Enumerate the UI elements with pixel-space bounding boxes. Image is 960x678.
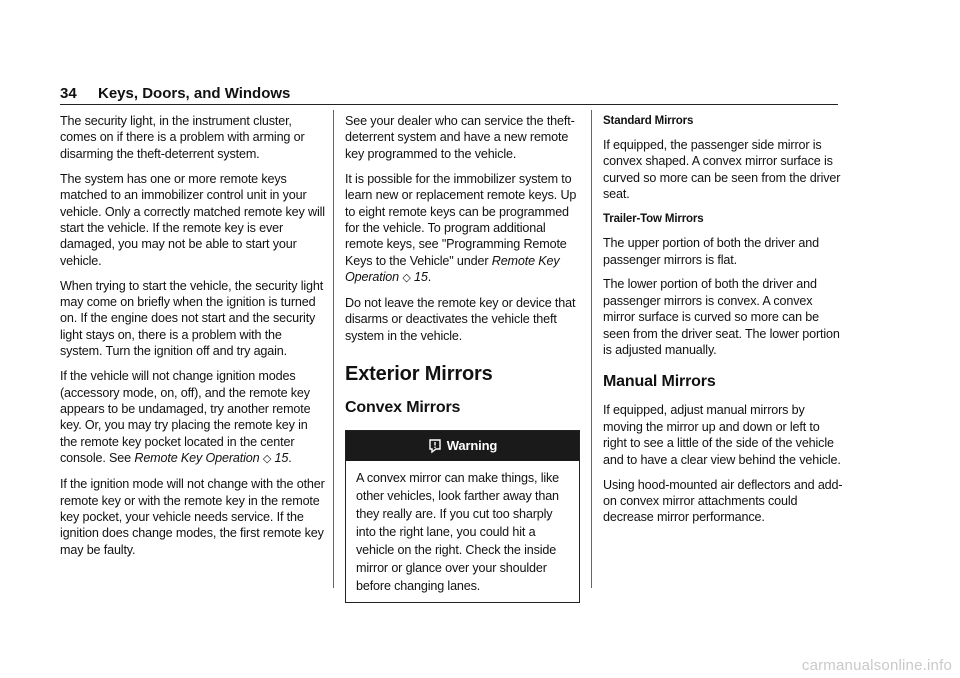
column-1 — [60, 113, 325, 567]
heading-manual-mirrors: Manual Mirrors — [603, 373, 716, 391]
page-number: 34 — [60, 85, 77, 102]
section-title: Keys, Doors, and Windows — [98, 85, 291, 102]
page-ref-icon: ◇ — [262, 453, 272, 466]
paragraph — [345, 171, 580, 287]
paragraph: If the ignition mode will not change with the other remote key or with the remote key in the remote key pocket, your vehicle needs service. If the ignition does change modes, the first remote key may be faulty. — [60, 477, 325, 557]
paragraph: The upper portion of both the driver and passenger mirrors is flat. — [603, 236, 819, 267]
column-divider — [333, 110, 334, 588]
warning-icon — [428, 438, 442, 454]
page-header — [60, 84, 838, 105]
cross-reference-link[interactable]: Remote Key Operation — [345, 253, 560, 285]
paragraph: See your dealer who can service the theft-deterrent system and have a new remote key programmed to the vehicle. — [345, 114, 575, 161]
paragraph: The system has one or more remote keys matched to an immobilizer control unit in your vehicle. Only a correctly matched remote key will start the vehicle. If the remote key is ever damaged, you may not be able to start your vehicle. — [60, 171, 325, 268]
column-divider — [591, 110, 592, 588]
warning-text: A convex mirror can make things, like other vehicles, look farther away than they really are. If you cut too sharply into the right lane, you could hit a vehicle on the right. Check the inside mirror or glance over your shoulder before changing lanes. — [356, 471, 560, 594]
heading-exterior-mirrors: Exterior Mirrors — [345, 363, 493, 386]
paragraph: Do not leave the remote key or device that disarms or deactivates the vehicle theft system in the vehicle. — [345, 296, 576, 343]
punctuation: . — [427, 270, 432, 285]
paragraph-text: It is possible for the immobilizer system to learn new or replacement remote keys. Up to eight remote keys can be programmed for the vehicle. To program additional remote keys, see "Programming Remote Keys to the Vehicle" under — [345, 171, 577, 268]
warning-header — [346, 431, 579, 461]
paragraph — [60, 368, 325, 467]
heading-convex-mirrors: Convex Mirrors — [345, 399, 461, 417]
page-ref-number[interactable]: 15 — [414, 270, 428, 285]
paragraph: When trying to start the vehicle, the security light may come on briefly when the ignition is turned on. If the engine does not start and the security light stays on, there is a problem with the system. Turn the ignition off and try again. — [60, 278, 324, 359]
warning-box — [345, 430, 580, 603]
paragraph: The lower portion of both the driver and passenger mirrors is convex. A convex mirror surface is curved so more can be seen from the driver seat. The lower portion is adjusted manually. — [603, 277, 840, 358]
watermark: carmanualsonline.info — [801, 657, 952, 674]
paragraph: The security light, in the instrument cluster, comes on if there is a problem with arming or disarming the theft-deterrent system. — [60, 114, 305, 161]
cross-reference-link[interactable]: Remote Key Operation — [134, 451, 260, 466]
column-3 — [603, 113, 843, 534]
paragraph: If equipped, the passenger side mirror is convex shaped. A convex mirror surface is curved so more can be seen from the driver seat. — [603, 138, 841, 202]
paragraph-text: If the vehicle will not change ignition modes (accessory mode, on, off), and the remote key appears to be undamaged, try another remote key. Or, you may try placing the remote key in the remote key pocket located in the center console. See — [60, 369, 311, 466]
subheading-standard-mirrors: Standard Mirrors — [603, 115, 694, 127]
page-ref-icon: ◇ — [402, 272, 411, 285]
column-2 — [345, 113, 580, 603]
punctuation: . — [288, 451, 292, 466]
paragraph: Using hood-mounted air deflectors and add-on convex mirror attachments could decrease mirror performance. — [603, 477, 843, 525]
subheading-trailer-tow-mirrors: Trailer-Tow Mirrors — [603, 213, 704, 226]
page-ref-number[interactable]: 15 — [274, 451, 289, 466]
warning-label: Warning — [446, 438, 498, 454]
paragraph: If equipped, adjust manual mirrors by moving the mirror up and down or left to right to see a little of the side of the vehicle and to have a clear view behind the vehicle. — [603, 403, 841, 467]
